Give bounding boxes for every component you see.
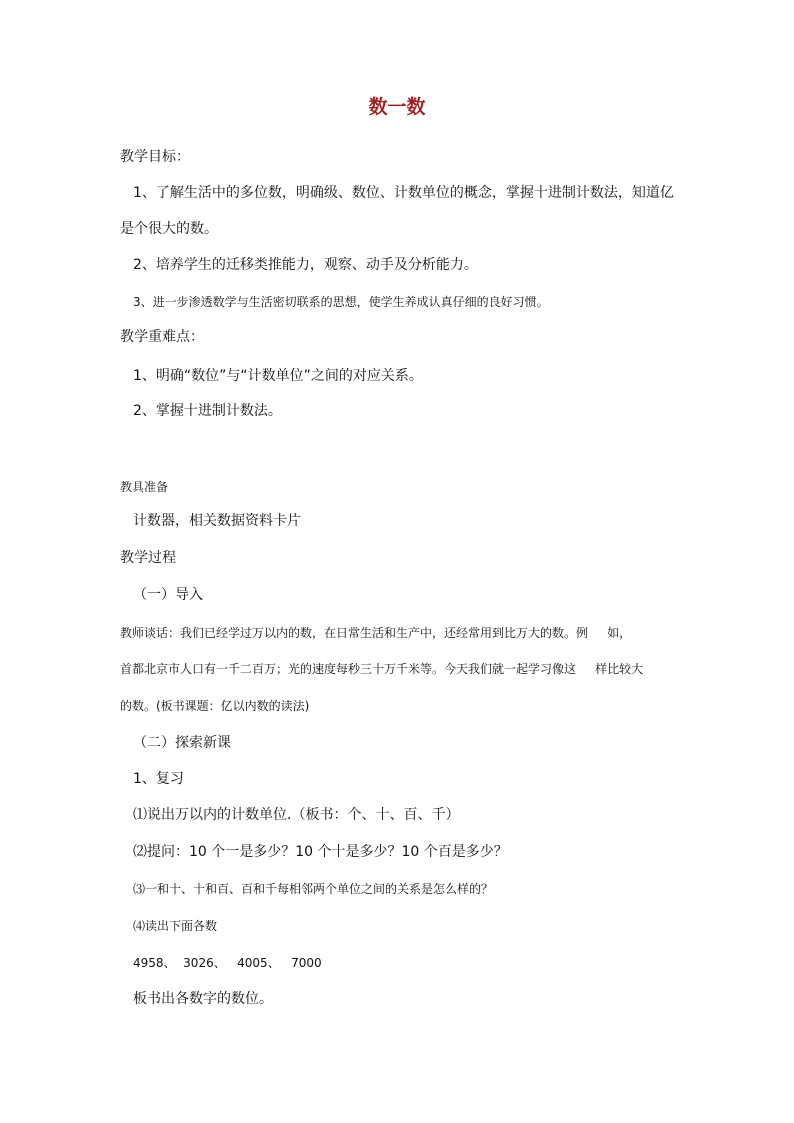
intro-heading: （一）导入 (133, 587, 203, 603)
materials-text: 计数器，相关数据资料卡片 (133, 513, 301, 529)
numbers-line: 4958、 3026、 4005、 7000 (133, 956, 322, 970)
objective-line-1: 1、了解生活中的多位数，明确级、数位、计数单位的概念，掌握十进制计数法，知道亿 (133, 185, 674, 201)
intro-line-2: 首都北京市人口有一千二百万；光的速度每秒三十万千米等。今天我们就一起学习像这 样比较大 (120, 662, 644, 676)
new-lesson-heading: （二）探索新课 (133, 735, 231, 751)
intro-line-3: 的数。(板书课题：亿以内数的读法) (120, 699, 310, 713)
materials-heading: 教具准备 (120, 480, 169, 494)
key-points-heading: 教学重难点： (120, 329, 204, 345)
board-note: 板书出各数字的数位。 (133, 991, 273, 1007)
objective-line-1-continued: 是个很大的数。 (120, 221, 218, 237)
document-title: 数一数 (368, 96, 426, 118)
objectives-heading: 教学目标： (120, 149, 190, 165)
review-item-4: ⑷读出下面各数 (133, 919, 218, 933)
objective-line-3: 3、进一步渗透数学与生活密切联系的思想，使学生养成认真仔细的良好习惯。 (133, 295, 549, 309)
process-heading: 教学过程 (120, 550, 176, 566)
review-item-1: ⑴说出万以内的计数单位.（板书：个、十、百、千） (133, 807, 460, 823)
key-point-1: 1、明确“数位”与“计数单位”之间的对应关系。 (133, 368, 423, 384)
review-item-3: ⑶一和十、十和百、百和千每相邻两个单位之间的关系是怎么样的？ (133, 882, 494, 896)
review-item-2: ⑵提问：10 个一是多少？10 个十是多少？10 个百是多少？ (133, 844, 508, 860)
key-point-2: 2、掌握十进制计数法。 (133, 403, 282, 419)
objective-line-2: 2、培养学生的迁移类推能力，观察、动手及分析能力。 (133, 257, 478, 273)
intro-line-1: 教师谈话：我们已经学过万以内的数，在日常生活和生产中，还经常用到比万大的数。例 如， (120, 626, 632, 640)
review-heading: 1、复习 (133, 771, 184, 787)
